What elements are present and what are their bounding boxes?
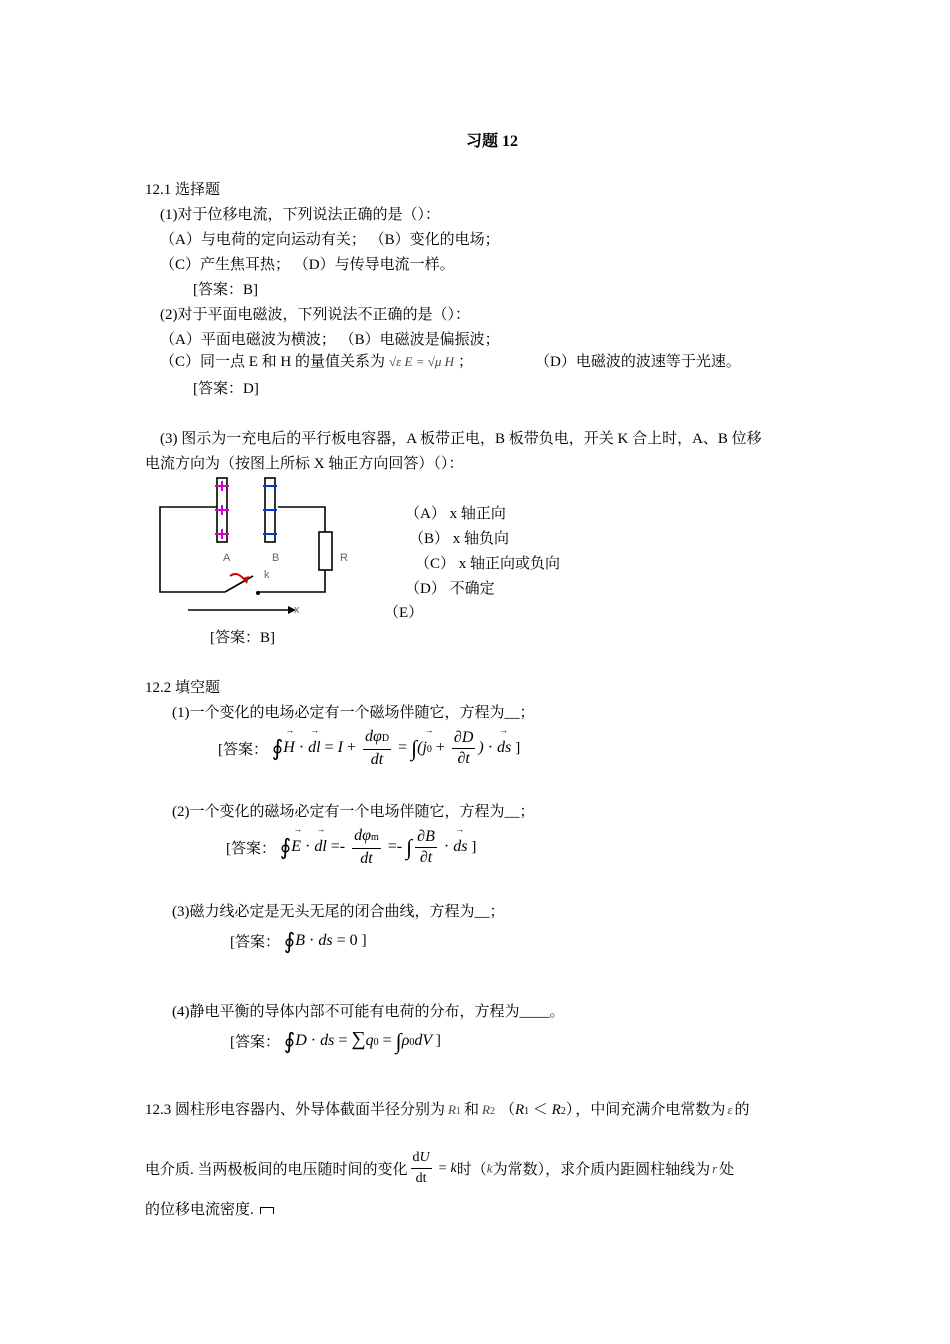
equation-answer [230, 928, 367, 954]
question-options: （A）与电荷的定向运动有关； （B）变化的电场； [160, 232, 500, 248]
capacitor-circuit-figure [150, 472, 370, 617]
answer-prefix: [答案： [230, 934, 280, 951]
plate-b-label: B [272, 552, 280, 564]
equation-answer [226, 826, 476, 869]
resistor-icon [319, 532, 332, 570]
text-cursor-icon [260, 1207, 274, 1214]
equation-faraday: ∮→ E ·→ dl =- $\frac{\text{dφm}}{dt}$ =- ∫ $\frac{\partial B}{\partial t}$ ·→ ds [280, 838, 472, 855]
problem-text: 和 [463, 1102, 479, 1118]
option-c-prefix: （C）同一点 E 和 H 的量值关系为 [160, 354, 386, 370]
equation-gauss-electric: ∮D · ds = ∑q0 = ∫ρ0dV [283, 1028, 436, 1054]
question-stem: (1)一个变化的电场必定有一个磁场伴随它，方程为__； [172, 705, 535, 721]
option-c-suffix: ； [458, 354, 474, 370]
equation-dudt: $\frac{dU}{dt}$ = k [412, 1150, 457, 1186]
answer-suffix: ] [435, 1032, 441, 1049]
symbol-inequality: （R1 ＜ R2） [499, 1102, 574, 1118]
answer-prefix: [答案： [218, 742, 268, 758]
question-answer: [答案：B] [210, 630, 275, 646]
problem-text: 的 [734, 1102, 750, 1118]
question-options [160, 350, 473, 371]
question-stem: 电流方向为（按图上所标 X 轴正方向回答）（）： [145, 456, 464, 472]
switch-label: k [264, 569, 270, 581]
option-item: （C） x 轴正向或负向 [415, 556, 561, 572]
question-stem: (4)静电平衡的导体内部不可能有电荷的分布，方程为____。 [172, 1004, 565, 1020]
x-axis-label: x [294, 604, 300, 616]
question-options: （D）电磁波的波速等于光速。 [535, 354, 741, 370]
symbol-r1: R1 [448, 1102, 461, 1117]
plate-a-label: A [223, 552, 231, 564]
symbol-r2: R2 [481, 1102, 495, 1117]
question-stem: (3) 图示为一充电后的平行板电容器，A 板带正电，B 板带负电，开关 K 合上时，A、B 位移 [160, 431, 762, 447]
problem-line [145, 1198, 274, 1219]
equation-ampere-maxwell: ∮→ H ·→ dl = I + $\frac{\text{dφD}}{dt}$ = ∫(→ j0 + $\frac{\partial D}{\partial t}$ ) ·→ ds [272, 739, 516, 756]
problem-line [145, 1148, 734, 1189]
question-options: （C）产生焦耳热； （D）与传导电流一样。 [160, 257, 455, 273]
switch-contact-icon [256, 591, 260, 595]
option-item: （B） x 轴负向 [409, 531, 510, 547]
option-item: （E） [384, 605, 424, 621]
answer-suffix: ] [471, 839, 477, 855]
problem-text: 12.3 圆柱形电容器内、外导体截面半径分别为 [145, 1102, 446, 1118]
answer-prefix: [答案： [226, 841, 276, 857]
problem-text: 时（ [456, 1162, 487, 1178]
equation-gauss-magnetic: ∮B · ds = 0 [283, 928, 358, 953]
question-stem: (2)一个变化的磁场必定有一个电场伴随它，方程为__； [172, 804, 535, 820]
symbol-k: k [486, 1160, 493, 1176]
option-item: （A） x 轴正向 [405, 506, 506, 522]
answer-prefix: [答案： [230, 1034, 280, 1051]
question-options: （A）平面电磁波为横波； （B）电磁波是偏振波； [160, 332, 500, 348]
problem-text: 为常数），求介质内距圆柱轴线为 [492, 1162, 711, 1178]
answer-suffix: ] [361, 932, 367, 949]
question-answer: [答案：B] [193, 282, 258, 298]
answer-suffix: ] [515, 740, 521, 756]
equation-answer [218, 727, 520, 770]
problem-line [145, 1098, 749, 1119]
question-stem: (3)磁力线必定是无头无尾的闭合曲线，方程为__； [172, 904, 505, 920]
problem-text: 电介质. 当两极板间的电压随时间的变化 [145, 1162, 408, 1178]
symbol-r: r [712, 1160, 718, 1176]
problem-text: 的位移电流密度. [145, 1202, 254, 1218]
question-stem: (1)对于位移电流，下列说法正确的是（）： [160, 207, 440, 223]
section-heading: 12.1 选择题 [145, 182, 221, 198]
problem-text: 处 [719, 1162, 735, 1178]
symbol-epsilon: ε [727, 1102, 733, 1117]
question-answer: [答案：D] [193, 381, 259, 397]
question-stem: (2)对于平面电磁波，下列说法不正确的是（）： [160, 307, 470, 323]
option-item: （D） 不确定 [405, 581, 495, 597]
resistor-label: R [340, 552, 348, 564]
equation-answer [230, 1028, 441, 1054]
problem-text: ，中间充满介电常数为 [575, 1102, 726, 1118]
page-title: 习题 12 [466, 133, 519, 150]
section-heading: 12.2 填空题 [145, 680, 221, 696]
option-c-math: √ε E = √μ H [389, 354, 455, 369]
circuit-wires [160, 507, 325, 592]
